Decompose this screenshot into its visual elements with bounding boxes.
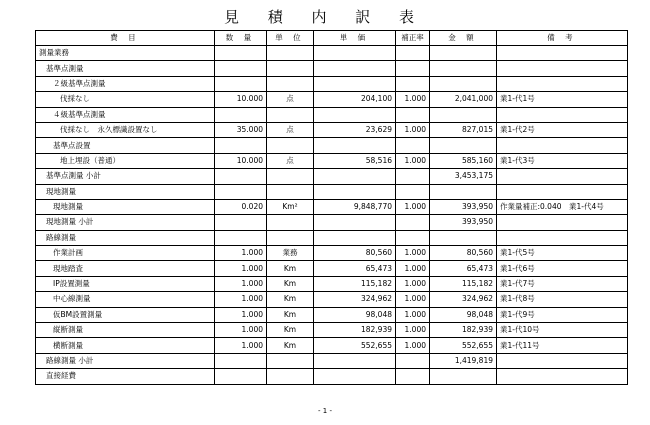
cell-correction-rate: 1.000 <box>396 323 430 338</box>
cell-correction-rate <box>396 353 430 368</box>
cell-unit: Km <box>267 323 314 338</box>
cell-quantity <box>215 107 267 122</box>
cell-unit-price: 324,962 <box>314 292 396 307</box>
cell-item-name: 地上埋設（普通） <box>36 153 215 168</box>
cell-correction-rate <box>396 46 430 61</box>
cell-remarks <box>497 230 628 245</box>
cell-amount: 552,655 <box>430 338 497 353</box>
cell-unit-price <box>314 353 396 368</box>
cell-quantity: 10.000 <box>215 153 267 168</box>
table-row <box>36 122 628 137</box>
cell-amount: 827,015 <box>430 122 497 137</box>
cell-unit: Km² <box>267 199 314 214</box>
cell-item-name: 中心線測量 <box>36 292 215 307</box>
table-row <box>36 199 628 214</box>
cell-unit <box>267 369 314 384</box>
table-row <box>36 369 628 384</box>
cell-unit-price: 58,516 <box>314 153 396 168</box>
cell-unit <box>267 215 314 230</box>
cell-unit-price <box>314 230 396 245</box>
cell-item-name: 横断測量 <box>36 338 215 353</box>
cell-unit <box>267 230 314 245</box>
cell-remarks: 業1-代7号 <box>497 276 628 291</box>
cell-quantity: 1.000 <box>215 261 267 276</box>
cell-item-name: 基準点測量 小計 <box>36 169 215 184</box>
cell-unit-price <box>314 215 396 230</box>
cell-remarks <box>497 169 628 184</box>
cell-unit-price <box>314 138 396 153</box>
cell-remarks <box>497 353 628 368</box>
cell-correction-rate <box>396 215 430 230</box>
cell-remarks <box>497 184 628 199</box>
cell-amount <box>430 107 497 122</box>
cell-unit <box>267 138 314 153</box>
cell-amount <box>430 76 497 91</box>
header-quantity: 数 量 <box>215 31 267 46</box>
cell-correction-rate <box>396 169 430 184</box>
cell-item-name: 測量業務 <box>36 46 215 61</box>
cell-item-name: 路線測量 <box>36 230 215 245</box>
cell-quantity: 1.000 <box>215 276 267 291</box>
cell-correction-rate: 1.000 <box>396 199 430 214</box>
header-amount: 金 額 <box>430 31 497 46</box>
cell-remarks: 業1-代11号 <box>497 338 628 353</box>
cell-unit: 点 <box>267 122 314 137</box>
table-row <box>36 230 628 245</box>
table-row <box>36 76 628 91</box>
cell-remarks: 業1-代9号 <box>497 307 628 322</box>
cell-unit: 点 <box>267 92 314 107</box>
cell-remarks: 業1-代5号 <box>497 246 628 261</box>
cell-unit-price: 204,100 <box>314 92 396 107</box>
cell-unit <box>267 61 314 76</box>
table-row <box>36 323 628 338</box>
cell-unit <box>267 76 314 91</box>
cell-unit: Km <box>267 276 314 291</box>
cell-unit-price <box>314 61 396 76</box>
cell-correction-rate: 1.000 <box>396 92 430 107</box>
cell-remarks: 業1-代8号 <box>497 292 628 307</box>
cell-correction-rate: 1.000 <box>396 122 430 137</box>
cell-remarks: 業1-代2号 <box>497 122 628 137</box>
cell-quantity: 1.000 <box>215 292 267 307</box>
cell-remarks <box>497 138 628 153</box>
cell-amount: 324,962 <box>430 292 497 307</box>
cell-unit-price: 9,848,770 <box>314 199 396 214</box>
page-number: - 1 - <box>318 407 332 415</box>
header-remarks: 備 考 <box>497 31 628 46</box>
cell-quantity <box>215 138 267 153</box>
cell-remarks <box>497 76 628 91</box>
cell-amount <box>430 230 497 245</box>
table-row <box>36 261 628 276</box>
cell-item-name: 伐採なし <box>36 92 215 107</box>
cell-correction-rate: 1.000 <box>396 276 430 291</box>
cell-quantity <box>215 169 267 184</box>
cell-item-name: 縦断測量 <box>36 323 215 338</box>
table-header-row <box>36 31 628 46</box>
cell-amount <box>430 138 497 153</box>
cell-item-name: 直接経費 <box>36 369 215 384</box>
cell-correction-rate: 1.000 <box>396 307 430 322</box>
cell-remarks: 業1-代6号 <box>497 261 628 276</box>
cell-unit: Km <box>267 307 314 322</box>
cell-unit: 業務 <box>267 246 314 261</box>
cell-remarks <box>497 61 628 76</box>
cell-correction-rate <box>396 230 430 245</box>
table-row <box>36 276 628 291</box>
cell-correction-rate <box>396 61 430 76</box>
cell-item-name: 現地踏査 <box>36 261 215 276</box>
cell-unit <box>267 184 314 199</box>
cell-unit-price: 23,629 <box>314 122 396 137</box>
cell-quantity: 1.000 <box>215 307 267 322</box>
cell-quantity <box>215 76 267 91</box>
cell-amount: 98,048 <box>430 307 497 322</box>
cell-amount: 3,453,175 <box>430 169 497 184</box>
table-row <box>36 46 628 61</box>
cell-item-name: 作業計画 <box>36 246 215 261</box>
cell-unit-price: 98,048 <box>314 307 396 322</box>
cell-quantity <box>215 215 267 230</box>
table-row <box>36 92 628 107</box>
cell-correction-rate <box>396 76 430 91</box>
cell-correction-rate: 1.000 <box>396 153 430 168</box>
header-item: 費 目 <box>36 31 215 46</box>
cell-item-name: 現地測量 小計 <box>36 215 215 230</box>
cell-item-name: 伐採なし 永久標識設置なし <box>36 122 215 137</box>
cell-unit-price: 65,473 <box>314 261 396 276</box>
cell-amount: 585,160 <box>430 153 497 168</box>
table-row <box>36 138 628 153</box>
cell-quantity <box>215 230 267 245</box>
cell-correction-rate: 1.000 <box>396 338 430 353</box>
cell-correction-rate <box>396 138 430 153</box>
cell-amount <box>430 184 497 199</box>
cell-correction-rate: 1.000 <box>396 246 430 261</box>
cell-amount: 2,041,000 <box>430 92 497 107</box>
cell-quantity: 35.000 <box>215 122 267 137</box>
cell-item-name: 基準点測量 <box>36 61 215 76</box>
cell-remarks <box>497 369 628 384</box>
table-row <box>36 292 628 307</box>
cell-remarks: 業1-代1号 <box>497 92 628 107</box>
cell-remarks <box>497 107 628 122</box>
table-row <box>36 338 628 353</box>
cell-unit: Km <box>267 261 314 276</box>
cell-item-name: 現地測量 <box>36 199 215 214</box>
cell-unit: Km <box>267 292 314 307</box>
header-unit-price: 単 価 <box>314 31 396 46</box>
cell-item-name: 基準点設置 <box>36 138 215 153</box>
table-row <box>36 107 628 122</box>
cell-correction-rate: 1.000 <box>396 261 430 276</box>
cell-remarks: 業1-代10号 <box>497 323 628 338</box>
cell-quantity: 0.020 <box>215 199 267 214</box>
table-row <box>36 353 628 368</box>
cell-unit-price <box>314 107 396 122</box>
cell-remarks: 作業量補正:0.040 業1-代4号 <box>497 199 628 214</box>
cell-unit: Km <box>267 338 314 353</box>
cell-quantity: 1.000 <box>215 323 267 338</box>
cell-correction-rate <box>396 107 430 122</box>
cell-quantity <box>215 353 267 368</box>
cell-amount: 115,182 <box>430 276 497 291</box>
table-row <box>36 307 628 322</box>
cell-remarks <box>497 215 628 230</box>
cell-remarks <box>497 46 628 61</box>
cell-unit-price: 115,182 <box>314 276 396 291</box>
cell-item-name: 仮BM設置測量 <box>36 307 215 322</box>
cell-unit <box>267 46 314 61</box>
cell-unit-price <box>314 46 396 61</box>
cell-unit-price: 80,560 <box>314 246 396 261</box>
cell-quantity: 1.000 <box>215 338 267 353</box>
header-correction-rate: 補正率 <box>396 31 430 46</box>
cell-quantity <box>215 61 267 76</box>
cell-amount <box>430 46 497 61</box>
cell-unit <box>267 353 314 368</box>
cell-unit-price: 552,655 <box>314 338 396 353</box>
cell-quantity <box>215 46 267 61</box>
cell-item-name: ４級基準点測量 <box>36 107 215 122</box>
table-row <box>36 153 628 168</box>
cell-amount: 1,419,819 <box>430 353 497 368</box>
cell-quantity <box>215 369 267 384</box>
table-row <box>36 215 628 230</box>
cell-correction-rate <box>396 184 430 199</box>
cell-quantity: 10.000 <box>215 92 267 107</box>
cell-amount: 65,473 <box>430 261 497 276</box>
cell-unit <box>267 107 314 122</box>
cell-amount: 393,950 <box>430 199 497 214</box>
cell-amount: 182,939 <box>430 323 497 338</box>
cell-unit-price <box>314 169 396 184</box>
cell-unit-price <box>314 184 396 199</box>
cell-unit: 点 <box>267 153 314 168</box>
cell-unit-price <box>314 369 396 384</box>
cell-item-name: 現地測量 <box>36 184 215 199</box>
cell-item-name: ２級基準点測量 <box>36 76 215 91</box>
cell-correction-rate: 1.000 <box>396 292 430 307</box>
cell-correction-rate <box>396 369 430 384</box>
table-row <box>36 246 628 261</box>
cell-unit-price <box>314 76 396 91</box>
header-unit: 単 位 <box>267 31 314 46</box>
table-row <box>36 169 628 184</box>
cell-amount <box>430 61 497 76</box>
table-row <box>36 184 628 199</box>
cell-amount: 393,950 <box>430 215 497 230</box>
table-row <box>36 61 628 76</box>
cell-unit <box>267 169 314 184</box>
cell-item-name: IP設置測量 <box>36 276 215 291</box>
cell-remarks: 業1-代3号 <box>497 153 628 168</box>
cell-quantity: 1.000 <box>215 246 267 261</box>
cell-item-name: 路線測量 小計 <box>36 353 215 368</box>
cell-amount <box>430 369 497 384</box>
cell-amount: 80,560 <box>430 246 497 261</box>
cell-unit-price: 182,939 <box>314 323 396 338</box>
cell-quantity <box>215 184 267 199</box>
document-title: 見 積 内 訳 表 <box>223 8 427 26</box>
estimate-table <box>35 30 628 385</box>
